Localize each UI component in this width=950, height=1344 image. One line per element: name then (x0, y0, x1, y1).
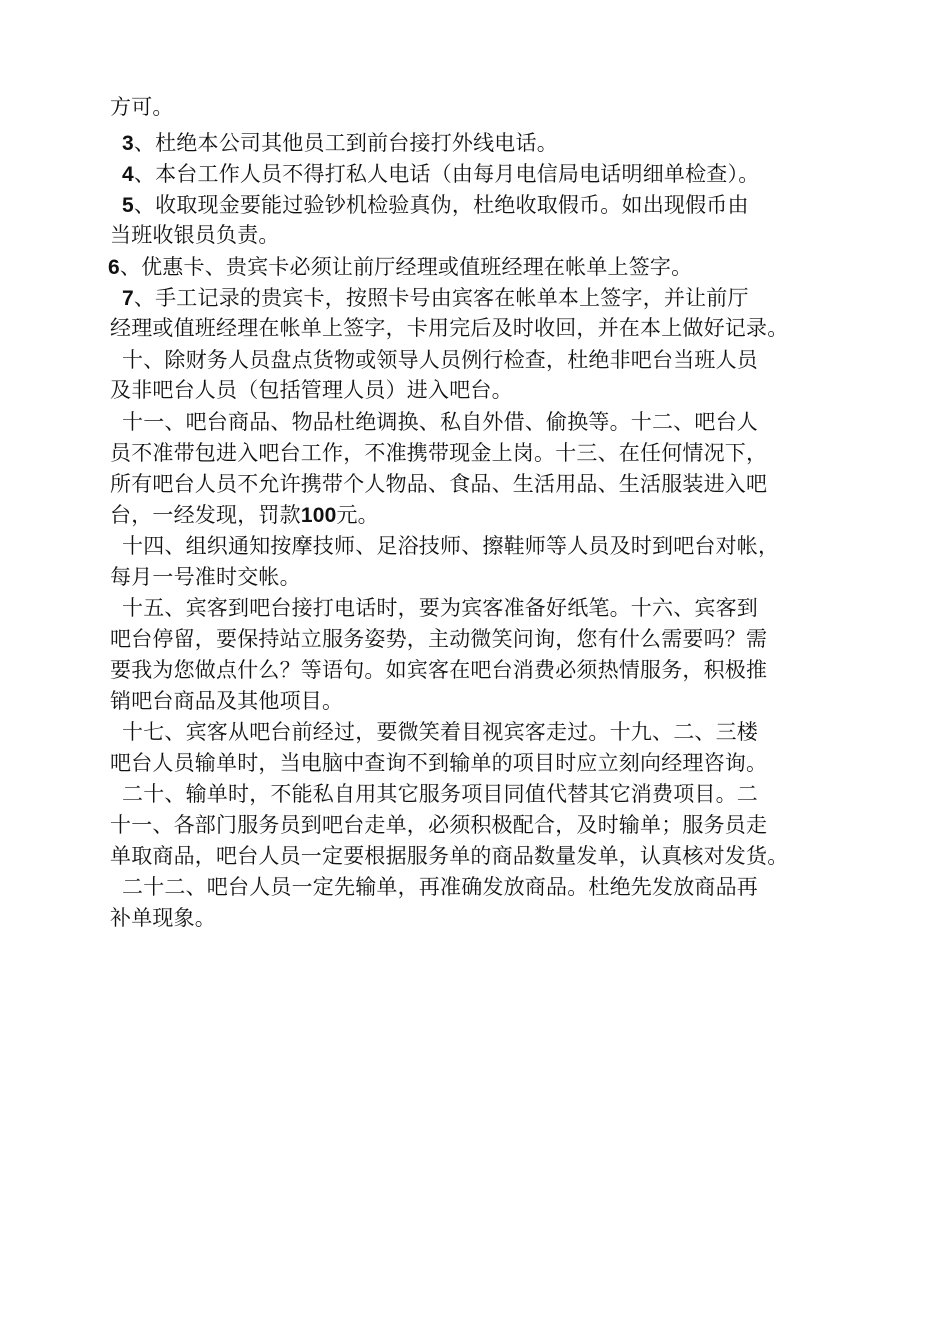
text-line-2 (122, 129, 558, 158)
item-number: 7 (122, 287, 134, 310)
text-line-10 (110, 376, 513, 405)
text-line-13 (110, 470, 767, 499)
line-text: 十一、吧台商品、物品杜绝调换、私自外借、偷换等。十二、吧台人 (122, 410, 758, 434)
line-text: 、收取现金要能过验钞机检验真伪，杜绝收取假币。如出现假币由 (133, 193, 749, 217)
line-text: 十四、组织通知按摩技师、足浴技师、擦鞋师等人员及时到吧台对帐， (122, 534, 780, 558)
text-line-15 (122, 532, 779, 561)
line-text: 台，一经发现，罚款 (110, 503, 301, 527)
text-line-20 (110, 687, 343, 716)
line-text: 、本台工作人员不得打私人电话（由每月电信局电话明细单检查）。 (133, 162, 760, 186)
line-text: 、手工记录的贵宾卡，按照卡号由宾客在帐单本上签字，并让前厅 (133, 286, 749, 310)
item-number: 3 (122, 132, 134, 155)
line-text: 经理或值班经理在帐单上签字，卡用完后及时收回，并在本上做好记录。 (110, 316, 789, 340)
line-text: 吧台人员输单时，当电脑中查询不到输单的项目时应立刻向经理咨询。 (110, 751, 768, 775)
text-line-23 (122, 780, 758, 809)
text-line-25 (110, 842, 788, 871)
text-line-18 (110, 625, 767, 654)
text-line-5 (110, 221, 280, 250)
text-line-3 (122, 160, 759, 189)
text-line-14 (110, 501, 379, 530)
line-text: 要我为您做点什么？等语句。如宾客在吧台消费必须热情服务，积极推 (110, 658, 768, 682)
line-text: 所有吧台人员不允许携带个人物品、食品、生活用品、生活服装进入吧 (110, 472, 768, 496)
line-text: 及非吧台人员（包括管理人员）进入吧台。 (110, 378, 513, 402)
line-text: 十七、宾客从吧台前经过，要微笑着目视宾客走过。十九、二、三楼 (122, 720, 758, 744)
item-number: 4 (122, 163, 134, 186)
text-line-24 (110, 811, 767, 840)
line-text: 十一、各部门服务员到吧台走单，必须积极配合，及时输单；服务员走 (110, 813, 768, 837)
text-line-4 (122, 191, 749, 220)
line-text: 吧台停留，要保持站立服务姿势，主动微笑问询，您有什么需要吗？需 (110, 627, 768, 651)
text-line-9 (122, 346, 758, 375)
text-line-16 (110, 563, 301, 592)
item-number: 6 (108, 256, 120, 279)
line-text: 十五、宾客到吧台接打电话时，要为宾客准备好纸笔。十六、宾客到 (122, 596, 758, 620)
line-text: 销吧台商品及其他项目。 (110, 689, 344, 713)
line-text: 、杜绝本公司其他员工到前台接打外线电话。 (133, 131, 558, 155)
line-text: 每月一号准时交帐。 (110, 565, 301, 589)
line-text: 当班收银员负责。 (110, 223, 280, 247)
line-text: 员不准带包进入吧台工作，不准携带现金上岗。十三、在任何情况下， (110, 441, 768, 465)
line-text: 十、除财务人员盘点货物或领导人员例行检查，杜绝非吧台当班人员 (122, 348, 758, 372)
line-text: 补单现象。 (110, 906, 216, 930)
text-line-7 (122, 284, 749, 313)
fine-amount: 100 (300, 504, 337, 527)
text-line-12 (110, 439, 767, 468)
text-line-1 (110, 93, 174, 122)
text-line-26 (122, 873, 758, 902)
text-line-6 (108, 253, 692, 282)
line-text: 、优惠卡、贵宾卡必须让前厅经理或值班经理在帐单上签字。 (119, 255, 693, 279)
text-line-27 (110, 904, 216, 933)
text-line-22 (110, 749, 767, 778)
text-line-11 (122, 408, 758, 437)
line-text: 方可。 (110, 95, 174, 119)
text-line-19 (110, 656, 767, 685)
item-number: 5 (122, 194, 134, 217)
text-line-8 (110, 314, 788, 343)
text-line-17 (122, 594, 758, 623)
line-text: 单取商品，吧台人员一定要根据服务单的商品数量发单，认真核对发货。 (110, 844, 789, 868)
line-text: 二十二、吧台人员一定先输单，再准确发放商品。杜绝先发放商品再 (122, 875, 758, 899)
line-text: 二十、输单时，不能私自用其它服务项目同值代替其它消费项目。二 (122, 782, 758, 806)
line-text-tail: 元。 (336, 503, 379, 527)
text-line-21 (122, 718, 758, 747)
